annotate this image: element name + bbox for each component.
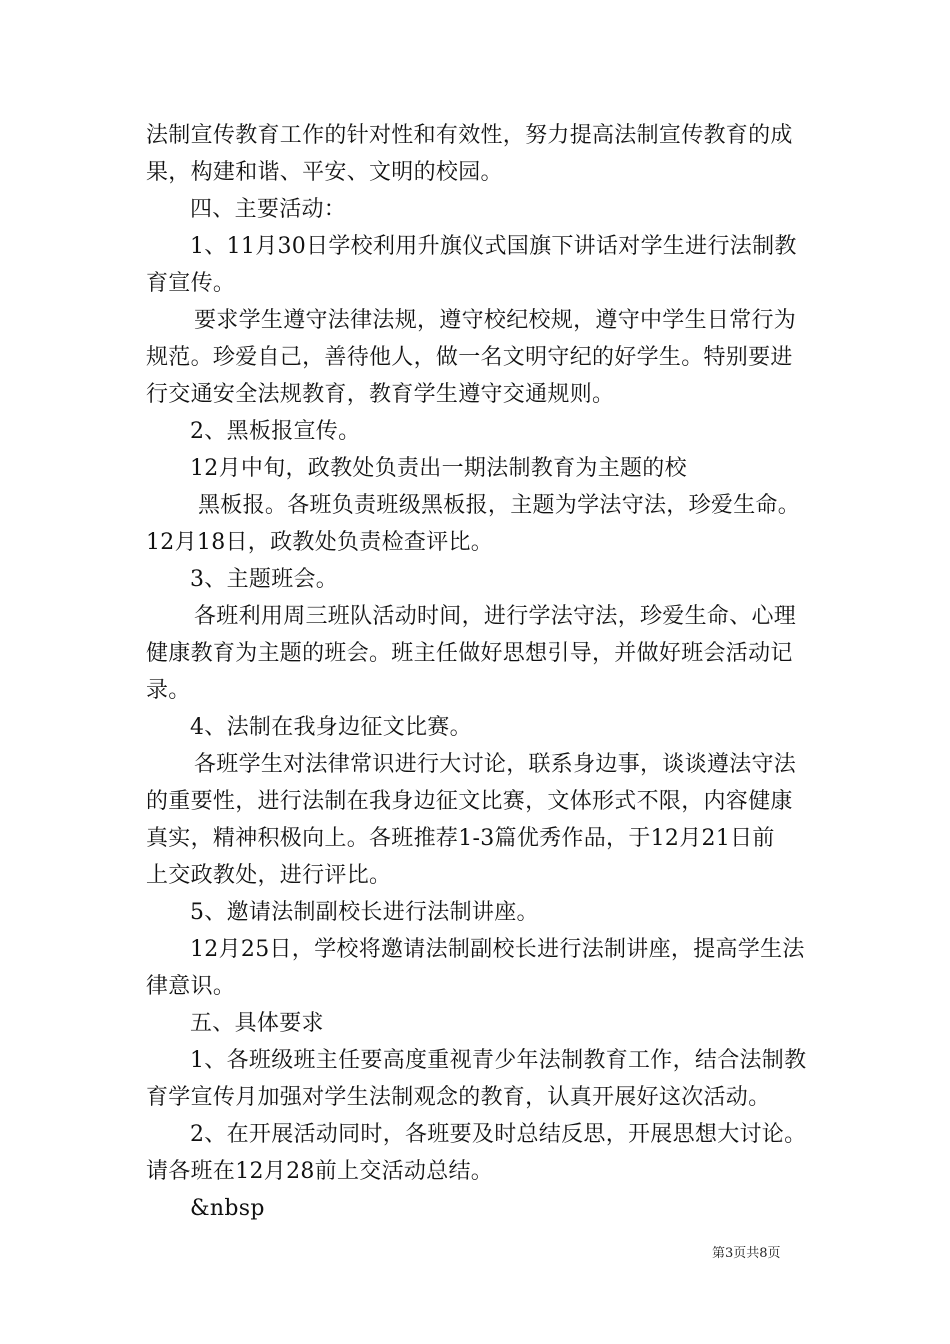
text-line: 健康教育为主题的班会。班主任做好思想引导，并做好班会活动记 xyxy=(146,641,793,666)
list-item-heading: 3、主题班会。 xyxy=(190,567,339,592)
text-line: 育宣传。 xyxy=(146,271,236,296)
list-item-heading: 5、邀请法制副校长进行法制讲座。 xyxy=(190,900,539,925)
list-item-heading: 2、黑板报宣传。 xyxy=(190,419,361,444)
text-line: 各班学生对法律常识进行大讨论，联系身边事，谈谈遵法守法 xyxy=(194,752,797,777)
text-line: 果，构建和谐、平安、文明的校园。 xyxy=(146,160,503,185)
text-line: 规范。珍爱自己，善待他人，做一名文明守纪的好学生。特别要进 xyxy=(146,345,793,370)
list-item-heading: 4、法制在我身边征文比赛。 xyxy=(190,715,472,740)
text-line: 2、在开展活动同时，各班要及时总结反思，开展思想大讨论。 xyxy=(190,1122,807,1147)
text-line: 请各班在12月28前上交活动总结。 xyxy=(146,1159,494,1184)
section-heading: 五、具体要求 xyxy=(190,1011,324,1036)
text-line: 上交政教处，进行评比。 xyxy=(146,863,392,888)
text-line: &nbsp xyxy=(190,1196,265,1221)
text-line: 12月25日，学校将邀请法制副校长进行法制讲座，提高学生法 xyxy=(190,937,805,962)
text-line: 各班利用周三班队活动时间，进行学法守法，珍爱生命、心理 xyxy=(194,604,797,629)
text-line: 12月中旬，政教处负责出一期法制教育为主题的校 xyxy=(190,456,687,481)
text-line: 的重要性，进行法制在我身边征文比赛，文体形式不限，内容健康 xyxy=(146,789,793,814)
text-line: 真实，精神积极向上。各班推荐1-3篇优秀作品，于12月21日前 xyxy=(146,826,775,851)
text-line: 12月18日，政教处负责检查评比。 xyxy=(146,530,494,555)
section-heading: 四、主要活动： xyxy=(190,197,347,222)
text-line: 律意识。 xyxy=(146,974,236,999)
text-line: 录。 xyxy=(146,678,191,703)
list-item-heading: 1、11月30日学校利用升旗仪式国旗下讲话对学生进行法制教 xyxy=(190,234,797,259)
text-line: 行交通安全法规教育，教育学生遵守交通规则。 xyxy=(146,382,615,407)
text-line: 法制宣传教育工作的针对性和有效性，努力提高法制宣传教育的成 xyxy=(146,123,793,148)
text-line: 1、各班级班主任要高度重视青少年法制教育工作，结合法制教 xyxy=(190,1048,807,1073)
text-line: 黑板报。各班负责班级黑板报，主题为学法守法，珍爱生命。 xyxy=(198,493,801,518)
text-line: 育学宣传月加强对学生法制观念的教育，认真开展好这次活动。 xyxy=(146,1085,771,1110)
document-body xyxy=(146,117,822,1227)
text-line: 要求学生遵守法律法规，遵守校纪校规，遵守中学生日常行为 xyxy=(194,308,797,333)
page-number-footer: 第3页共8页 xyxy=(712,1246,781,1261)
